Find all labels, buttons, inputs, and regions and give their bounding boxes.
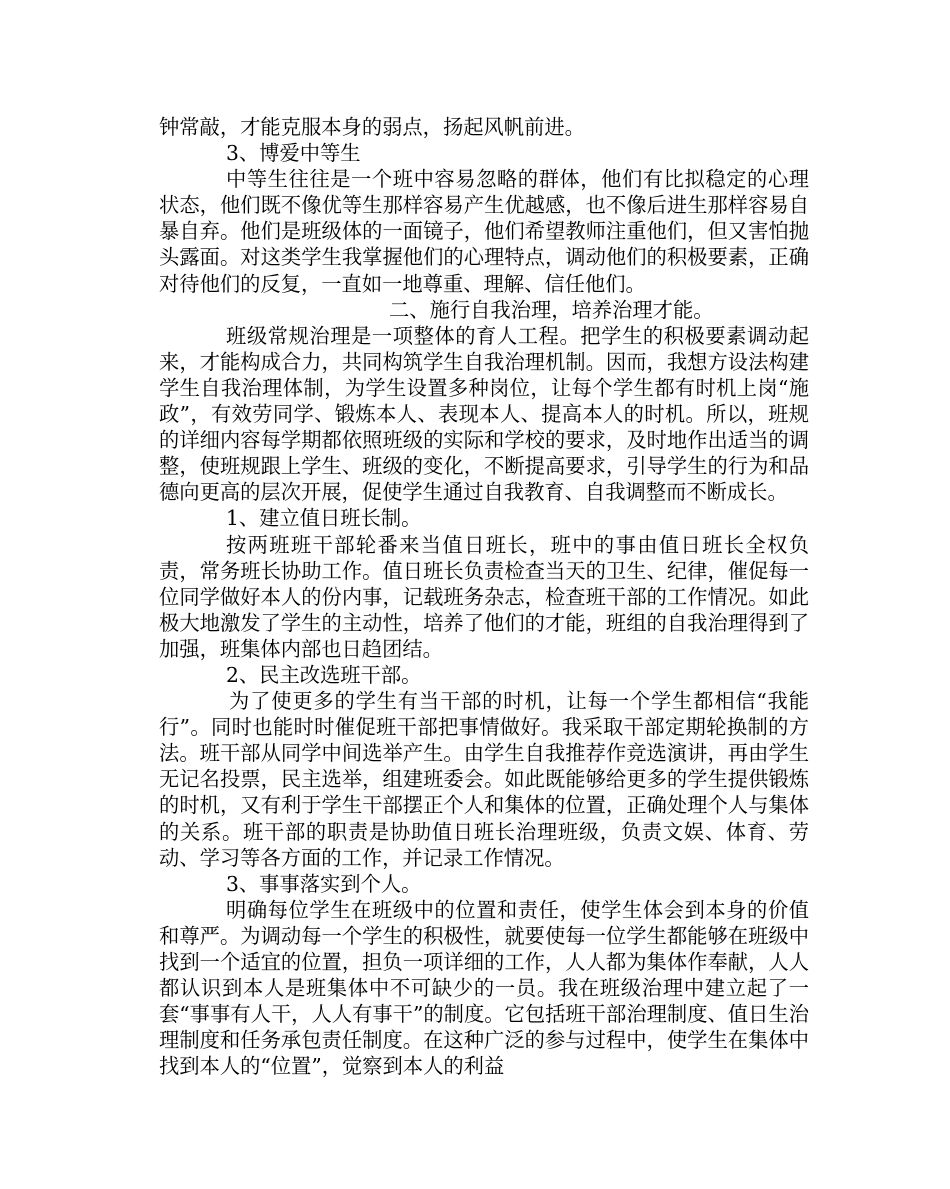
paragraph-middle-students: 中等生往往是一个班中容易忽略的群体，他们有比拟稳定的心理状态，他们既不像优等生那样容易产生优越感，也不像后进生那样容易自暴自弃。他们是班级体的一面镜子，他们希望教师注重他们，但又害怕抛头露面。对这类学生我掌握他们的心理特点，调动他们的积极要素，正确对待他们的反复，一直如一地尊重、理解、信任他们。	[159, 167, 809, 296]
chapter-heading-self-management: 二、施行自我治理，培养治理才能。	[389, 297, 714, 322]
paragraph-continuation: 钟常敲，才能克服本身的弱点，扬起风帆前进。	[159, 115, 585, 139]
paragraph-duty-monitor: 按两班班干部轮番来当值日班长，班中的事由值日班长全权负责，常务班长协助工作。值日班长负责检查当天的卫生、纪律，催促每一位同学做好本人的份内事，记载班务杂志，检查班干部的工作情况。如此极大地激发了学生的主动性，培养了他们的才能，班组的自我治理得到了加强，班集体内部也日趋团结。	[159, 532, 809, 661]
paragraph-individual-responsibility: 明确每位学生在班级中的位置和责任，使学生体会到本身的价值和尊严。为调动每一个学生的积极性，就要使每一位学生都能够在班级中找到一个适宜的位置，担负一项详细的工作，人人都为集体作奉献，人人都认识到本人是班集体中不可缺少的一员。我在班级治理中建立起了一套“事事有人干，人人有事干”的制度。它包括班干部治理制度、值日生治理制度和任务承包责任制度。在这种广泛的参与过程中，使学生在集体中找到本人的“位置”，觉察到本人的利益	[159, 897, 809, 1079]
section-heading-individual-responsibility: 3、事事落实到个人。	[226, 871, 422, 896]
paragraph-democratic-election: 为了使更多的学生有当干部的时机，让每一个学生都相信“我能行”。同时也能时时催促班干部把事情做好。我采取干部定期轮换制的方法。班干部从同学中间选举产生。由学生自我推荐作竞选演讲，再由学生无记名投票，民主选举，组建班委会。如此既能够给更多的学生提供锻炼的时机，又有利于学生干部摆正个人和集体的位置，正确处理个人与集体的关系。班干部的职责是协助值日班长治理班级，负责文娱、体育、劳动、学习等各方面的工作，并记录工作情况。	[159, 689, 809, 870]
section-heading-duty-monitor: 1、建立值日班长制。	[226, 506, 422, 531]
section-heading-democratic-election: 2、民主改选班干部。	[226, 662, 422, 687]
section-heading-middle-students: 3、博爱中等生	[226, 141, 361, 166]
paragraph-class-management: 班级常规治理是一项整体的育人工程。把学生的积极要素调动起来，才能构成合力，共同构筑学生自我治理机制。因而，我想方设法构建学生自我治理体制，为学生设置多种岗位，让每个学生都有时机上岗“施政”，有效劳同学、锻炼本人、表现本人、提高本人的时机。所以，班规的详细内容每学期都依照班级的实际和学校的要求，及时地作出适当的调整，使班规跟上学生、班级的变化，不断提高要求，引导学生的行为和品德向更高的层次开展，促使学生通过自我教育、自我调整而不断成长。	[159, 323, 809, 505]
document-body	[159, 114, 809, 1079]
